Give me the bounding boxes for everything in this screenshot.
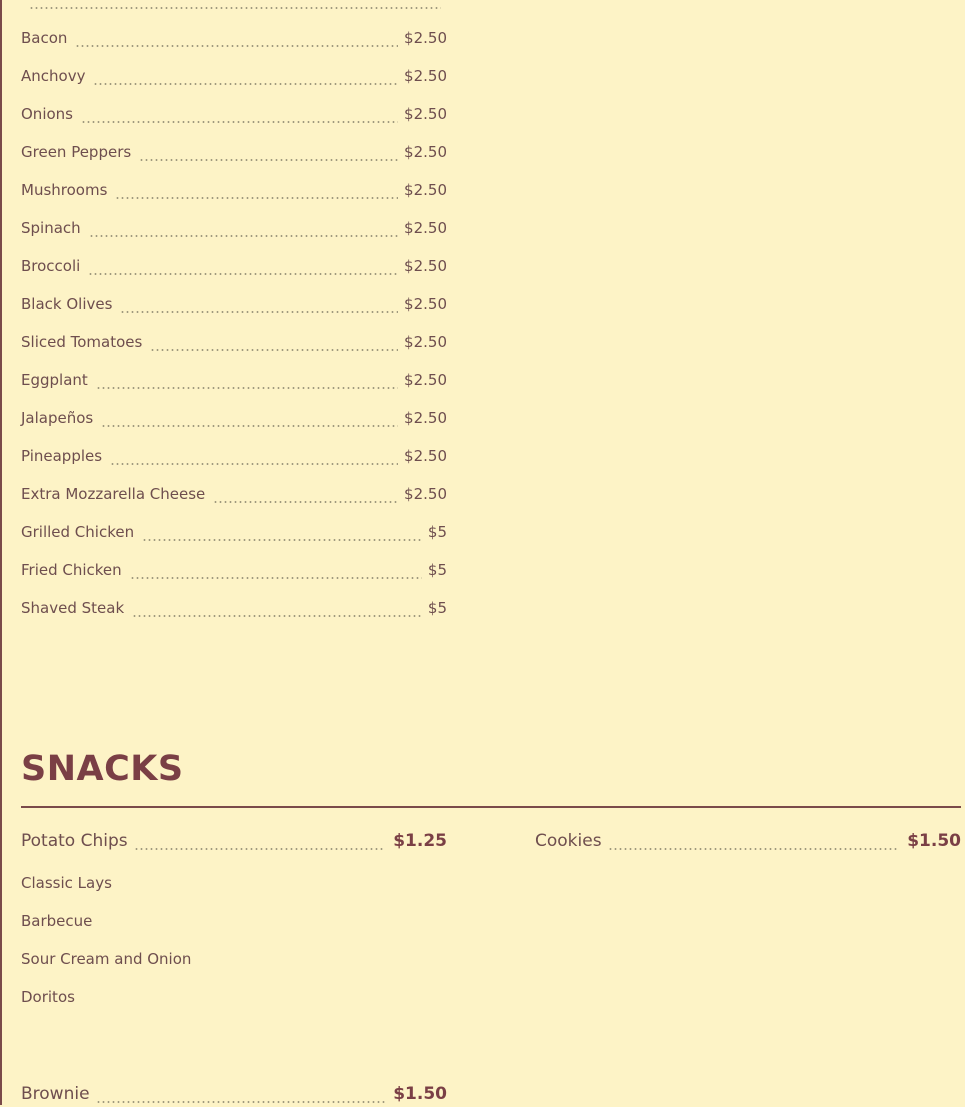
dot-leader	[139, 159, 398, 161]
variant-item: Doritos	[21, 988, 75, 1006]
menu-item-row	[21, 209, 447, 247]
dot-leader	[120, 311, 398, 313]
snacks-section-title: SNACKS	[21, 749, 184, 789]
item-price: $2.50	[404, 409, 447, 427]
toppings-list	[21, 0, 447, 627]
dot-leader	[93, 83, 398, 85]
item-price: $2.50	[404, 219, 447, 237]
menu-item-row	[21, 551, 447, 589]
dot-leader	[89, 235, 398, 237]
menu-item-row	[21, 437, 447, 475]
item-name: Potato Chips	[21, 831, 128, 851]
dot-leader	[110, 463, 398, 465]
dot-leader	[150, 349, 398, 351]
item-price: $5	[427, 599, 447, 617]
menu-item-row	[21, 19, 447, 57]
item-name: Shaved Steak	[21, 599, 125, 617]
dot-leader	[130, 577, 422, 579]
dot-leader	[75, 45, 398, 47]
item-name: Jalapeños	[21, 409, 94, 427]
potato-chips-variants	[21, 874, 191, 1026]
item-price: $2.50	[404, 485, 447, 503]
cookies-item	[535, 828, 961, 854]
dot-leader	[29, 7, 441, 9]
potato-chips-item	[21, 828, 447, 854]
menu-item-row	[21, 513, 447, 551]
item-price: $1.50	[907, 831, 961, 851]
item-price: $5	[427, 523, 447, 541]
dot-leader	[96, 387, 398, 389]
item-name: Cookies	[535, 831, 602, 851]
item-name: Extra Mozzarella Cheese	[21, 485, 206, 503]
menu-item-row	[21, 323, 447, 361]
item-price: $2.50	[404, 447, 447, 465]
item-name: Fried Chicken	[21, 561, 122, 579]
menu-item-row	[21, 475, 447, 513]
item-name: Pineapples	[21, 447, 103, 465]
variant-item: Classic Lays	[21, 874, 112, 892]
menu-item-row	[21, 133, 447, 171]
variant-item: Barbecue	[21, 912, 93, 930]
item-price: $1.50	[393, 1084, 447, 1104]
dot-leader	[101, 425, 398, 427]
item-name: Bacon	[21, 29, 68, 47]
item-price: $2.50	[404, 257, 447, 275]
item-price: $1.25	[393, 831, 447, 851]
item-name: Anchovy	[21, 67, 86, 85]
menu-item-row	[21, 361, 447, 399]
item-price: $2.50	[404, 333, 447, 351]
menu-item-row	[21, 589, 447, 627]
menu-item-row	[21, 399, 447, 437]
menu-item-row	[21, 171, 447, 209]
dot-leader	[88, 273, 398, 275]
item-name: Black Olives	[21, 295, 113, 313]
section-divider	[21, 806, 961, 808]
menu-item-row	[21, 285, 447, 323]
item-price: $2.50	[404, 29, 447, 47]
item-name: Grilled Chicken	[21, 523, 135, 541]
left-border-rule	[0, 0, 2, 1105]
item-name: Sliced Tomatoes	[21, 333, 143, 351]
dot-leader	[213, 501, 398, 503]
item-price: $2.50	[404, 67, 447, 85]
menu-item-row	[21, 95, 447, 133]
dot-leader	[96, 1101, 386, 1103]
item-price: $2.50	[404, 295, 447, 313]
item-name: Broccoli	[21, 257, 81, 275]
item-name: Spinach	[21, 219, 81, 237]
item-price: $2.50	[404, 371, 447, 389]
item-name: Eggplant	[21, 371, 88, 389]
item-price: $5	[427, 561, 447, 579]
menu-item-row	[21, 57, 447, 95]
item-name: Green Peppers	[21, 143, 132, 161]
variant-item: Sour Cream and Onion	[21, 950, 192, 968]
dot-leader	[132, 615, 422, 617]
item-price: $2.50	[404, 105, 447, 123]
dot-leader	[608, 848, 900, 850]
menu-item-row	[21, 247, 447, 285]
dot-leader	[134, 848, 386, 850]
item-name: Mushrooms	[21, 181, 108, 199]
item-price: $2.50	[404, 181, 447, 199]
dot-leader	[142, 539, 422, 541]
item-name: Onions	[21, 105, 73, 123]
dot-leader	[81, 121, 398, 123]
item-name: Brownie	[21, 1084, 90, 1104]
item-price: $2.50	[404, 143, 447, 161]
brownie-item	[21, 1081, 447, 1107]
dot-leader	[115, 197, 398, 199]
menu-item-row	[21, 0, 447, 19]
